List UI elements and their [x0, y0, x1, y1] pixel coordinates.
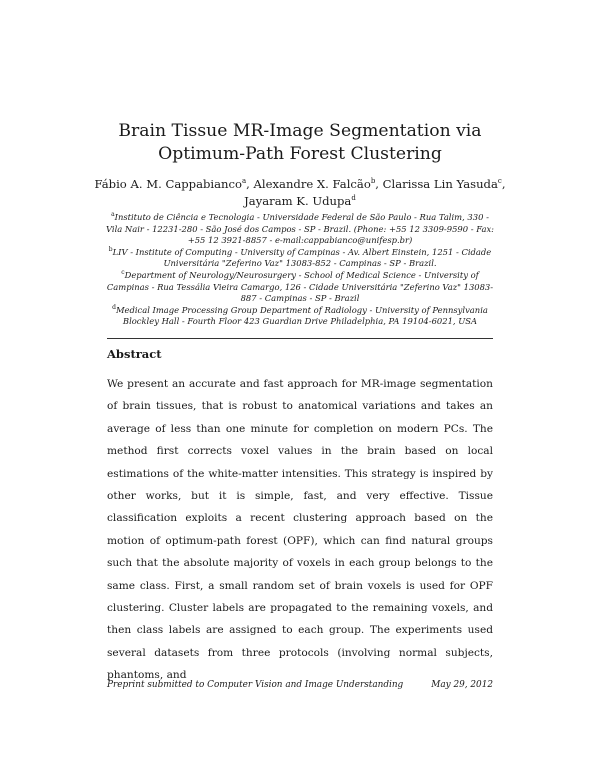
authors-line-2	[0, 193, 600, 210]
author-name: Fábio A. M. Cappabianco	[94, 177, 242, 191]
abstract-text: We present an accurate and fast approach for MR-image segmentation of brain tissues, that is robust to anatomical variations and takes an average of less than one minute for completion on modern PCs. The method first corrects voxel values in the brain based on local estimations of the white-matter intensities. This strategy is inspired by other works, but it is simple, fast, and very effective. Tissue classification exploits a recent clustering approach based on the motion of optimum-path forest (OPF), which can find natural groups such that the absolute majority of voxels in each group belongs to the same class. First, a small random set of brain voxels is used for OPF clustering. Cluster labels are propagated to the remaining voxels, and then class labels are assigned to each group. The experiments used several datasets from three protocols (involving normal subjects, phantoms, and	[107, 378, 493, 682]
author-list	[0, 176, 600, 210]
paper-title	[0, 120, 600, 166]
affiliation-mark: a	[111, 211, 115, 219]
affiliation-item	[104, 247, 496, 270]
author-name: Clarissa Lin Yasuda	[382, 177, 498, 191]
author-separator: ,	[375, 177, 383, 191]
author-affil-mark: b	[370, 177, 376, 186]
affiliation-mark: d	[112, 303, 116, 311]
affiliation-item	[104, 212, 496, 247]
title-line-2: Optimum-Path Forest Clustering	[158, 144, 442, 164]
affiliation-mark: c	[121, 269, 125, 277]
author-separator: ,	[246, 177, 254, 191]
affiliation-text: LIV - Institute of Computing - University of Campinas - Av. Albert Einstein, 1251 - Cidade Universitária "Zeferino Vaz" 13083-852 - Campinas - SP - Brazil.	[112, 246, 492, 269]
affiliation-text: Instituto de Ciência e Tecnologia - Universidade Federal de São Paulo - Rua Talim, 330 - Vila Nair - 12231-280 - São José dos Campos - SP - Brazil. (Phone: +55 12 3309-9590 - Fax: +55 12 3921-8857 - e-mail:cappabianco@unifesp.br)	[106, 212, 494, 246]
author-name: Alexandre X. Falcão	[253, 177, 371, 191]
preprint-note: Preprint submitted to Computer Vision and Image Understanding	[107, 680, 404, 690]
author-affil-mark: d	[351, 194, 356, 203]
affiliations	[104, 212, 496, 328]
affiliation-mark: b	[108, 245, 113, 253]
author-affil-mark: a	[241, 177, 247, 186]
preprint-date: May 29, 2012	[431, 680, 493, 690]
authors-line-1	[0, 176, 600, 193]
abstract-top-rule	[107, 338, 493, 339]
author-affil-mark: c	[497, 177, 502, 186]
affiliation-text: Department of Neurology/Neurosurgery - School of Medical Science - University of Campinas - Rua Tessália Vieira Camargo, 126 - Cidade Universitária "Zeferino Vaz" 13083-887 - Campinas - SP - Brazil	[106, 269, 494, 304]
abstract-heading: Abstract	[107, 347, 162, 361]
title-line-1: Brain Tissue MR-Image Segmentation via	[118, 121, 482, 141]
author-name: Jayaram K. Udupa	[244, 194, 352, 208]
affiliation-item	[104, 270, 496, 305]
affiliation-text: Medical Image Processing Group Department of Radiology - University of Pennsylvania Blockley Hall - Fourth Floor 423 Guardian Drive Philadelphia, PA 19104-6021, USA	[115, 304, 488, 327]
author-separator: ,	[501, 177, 506, 191]
affiliation-item	[104, 305, 496, 328]
